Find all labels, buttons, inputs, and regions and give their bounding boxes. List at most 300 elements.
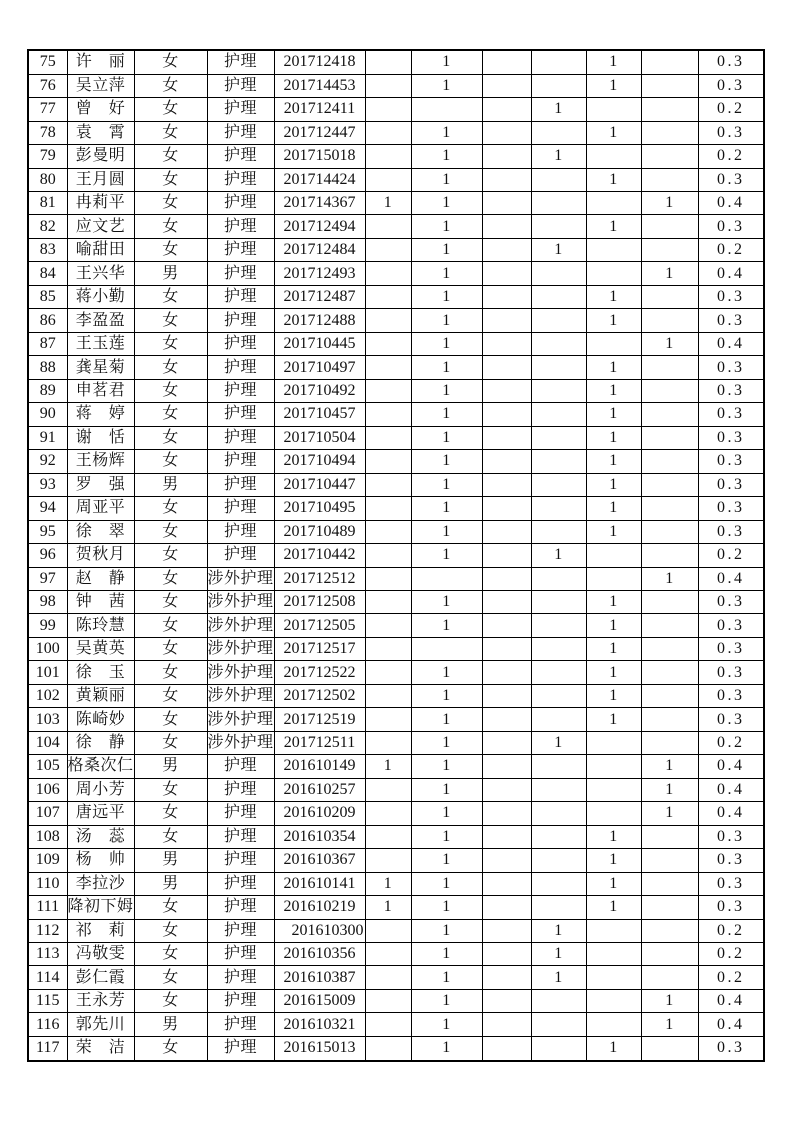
cell-score: 0.4 xyxy=(698,262,764,285)
cell-no: 101 xyxy=(28,661,67,684)
cell-k6 xyxy=(641,684,698,707)
cell-k5 xyxy=(586,802,641,825)
cell-k6 xyxy=(641,497,698,520)
cell-no: 92 xyxy=(28,450,67,473)
cell-sid: 201712502 xyxy=(274,684,365,707)
cell-k1 xyxy=(365,567,411,590)
cell-k1 xyxy=(365,379,411,402)
cell-no: 114 xyxy=(28,966,67,989)
cell-k3 xyxy=(482,567,531,590)
cell-k3 xyxy=(482,520,531,543)
cell-k1 xyxy=(365,1036,411,1061)
cell-gender: 女 xyxy=(134,121,207,144)
table-row xyxy=(28,708,764,731)
cell-score: 0.3 xyxy=(698,1036,764,1061)
cell-k5: 1 xyxy=(586,614,641,637)
cell-gender: 女 xyxy=(134,637,207,660)
cell-k6 xyxy=(641,98,698,121)
cell-k5: 1 xyxy=(586,849,641,872)
cell-k5: 1 xyxy=(586,50,641,74)
cell-name: 徐 玉 xyxy=(67,661,134,684)
cell-name: 彭曼明 xyxy=(67,145,134,168)
cell-k3 xyxy=(482,262,531,285)
table-row xyxy=(28,238,764,261)
cell-no: 77 xyxy=(28,98,67,121)
cell-k3 xyxy=(482,426,531,449)
table-row xyxy=(28,192,764,215)
cell-k3 xyxy=(482,755,531,778)
cell-k5 xyxy=(586,544,641,567)
cell-k6 xyxy=(641,872,698,895)
cell-k5 xyxy=(586,98,641,121)
cell-k1 xyxy=(365,426,411,449)
cell-score: 0.3 xyxy=(698,684,764,707)
cell-name: 蒋 婷 xyxy=(67,403,134,426)
cell-k1 xyxy=(365,238,411,261)
cell-k3 xyxy=(482,309,531,332)
cell-name: 唐远平 xyxy=(67,802,134,825)
cell-name: 赵 静 xyxy=(67,567,134,590)
cell-k4 xyxy=(531,215,586,238)
cell-k6 xyxy=(641,450,698,473)
cell-k6 xyxy=(641,896,698,919)
cell-k2: 1 xyxy=(411,872,482,895)
cell-k4 xyxy=(531,473,586,496)
cell-sid: 201610149 xyxy=(274,755,365,778)
cell-score: 0.3 xyxy=(698,849,764,872)
table-row xyxy=(28,379,764,402)
cell-k1 xyxy=(365,497,411,520)
table-row xyxy=(28,614,764,637)
cell-k4 xyxy=(531,825,586,848)
cell-k2: 1 xyxy=(411,403,482,426)
cell-gender: 女 xyxy=(134,168,207,191)
cell-sid: 201714367 xyxy=(274,192,365,215)
cell-k6: 1 xyxy=(641,262,698,285)
cell-k1 xyxy=(365,356,411,379)
cell-name: 郭先川 xyxy=(67,1013,134,1036)
cell-gender: 女 xyxy=(134,896,207,919)
cell-major: 护理 xyxy=(207,121,274,144)
cell-score: 0.2 xyxy=(698,145,764,168)
cell-k3 xyxy=(482,661,531,684)
cell-score: 0.3 xyxy=(698,74,764,97)
cell-k1 xyxy=(365,731,411,754)
cell-sid: 201712488 xyxy=(274,309,365,332)
cell-name: 降初下姆 xyxy=(67,896,134,919)
cell-gender: 女 xyxy=(134,825,207,848)
cell-k4 xyxy=(531,520,586,543)
cell-k4 xyxy=(531,262,586,285)
cell-sid: 201710489 xyxy=(274,520,365,543)
cell-name: 吴立萍 xyxy=(67,74,134,97)
cell-no: 80 xyxy=(28,168,67,191)
cell-k5: 1 xyxy=(586,520,641,543)
cell-k2: 1 xyxy=(411,426,482,449)
cell-sid: 201610387 xyxy=(274,966,365,989)
cell-name: 钟 茜 xyxy=(67,590,134,613)
cell-score: 0.2 xyxy=(698,943,764,966)
cell-no: 75 xyxy=(28,50,67,74)
cell-no: 95 xyxy=(28,520,67,543)
cell-sid: 201710447 xyxy=(274,473,365,496)
cell-score: 0.3 xyxy=(698,168,764,191)
cell-name: 李盈盈 xyxy=(67,309,134,332)
cell-k1 xyxy=(365,708,411,731)
cell-k1 xyxy=(365,637,411,660)
cell-k5: 1 xyxy=(586,309,641,332)
cell-major: 护理 xyxy=(207,1036,274,1061)
cell-gender: 女 xyxy=(134,309,207,332)
cell-gender: 女 xyxy=(134,567,207,590)
table-row xyxy=(28,896,764,919)
cell-name: 王月圆 xyxy=(67,168,134,191)
cell-score: 0.4 xyxy=(698,989,764,1012)
roster-table-body xyxy=(28,50,764,1061)
cell-gender: 女 xyxy=(134,544,207,567)
cell-k6 xyxy=(641,520,698,543)
cell-k6 xyxy=(641,473,698,496)
cell-major: 涉外护理 xyxy=(207,708,274,731)
cell-k5 xyxy=(586,755,641,778)
cell-k6: 1 xyxy=(641,1013,698,1036)
cell-k4 xyxy=(531,50,586,74)
cell-name: 谢 恬 xyxy=(67,426,134,449)
cell-name: 许 丽 xyxy=(67,50,134,74)
cell-score: 0.4 xyxy=(698,192,764,215)
cell-k4 xyxy=(531,450,586,473)
cell-k6: 1 xyxy=(641,332,698,355)
cell-k4 xyxy=(531,590,586,613)
cell-major: 护理 xyxy=(207,403,274,426)
cell-gender: 女 xyxy=(134,919,207,942)
cell-k6: 1 xyxy=(641,989,698,1012)
cell-k3 xyxy=(482,168,531,191)
cell-k4 xyxy=(531,1013,586,1036)
table-row xyxy=(28,989,764,1012)
cell-k2: 1 xyxy=(411,497,482,520)
cell-k4: 1 xyxy=(531,98,586,121)
cell-k5: 1 xyxy=(586,426,641,449)
cell-k2: 1 xyxy=(411,238,482,261)
cell-gender: 女 xyxy=(134,285,207,308)
cell-k6 xyxy=(641,590,698,613)
cell-major: 护理 xyxy=(207,285,274,308)
cell-sid: 201715018 xyxy=(274,145,365,168)
cell-k5: 1 xyxy=(586,497,641,520)
cell-k1: 1 xyxy=(365,192,411,215)
cell-no: 83 xyxy=(28,238,67,261)
cell-no: 98 xyxy=(28,590,67,613)
cell-sid: 201610209 xyxy=(274,802,365,825)
cell-k2: 1 xyxy=(411,943,482,966)
cell-k5 xyxy=(586,943,641,966)
cell-k1 xyxy=(365,661,411,684)
cell-k5: 1 xyxy=(586,661,641,684)
cell-name: 格桑次仁 xyxy=(67,755,134,778)
cell-sid: 201712522 xyxy=(274,661,365,684)
table-row xyxy=(28,215,764,238)
cell-no: 91 xyxy=(28,426,67,449)
cell-k5 xyxy=(586,778,641,801)
cell-score: 0.3 xyxy=(698,379,764,402)
cell-score: 0.4 xyxy=(698,802,764,825)
cell-k5: 1 xyxy=(586,473,641,496)
cell-score: 0.3 xyxy=(698,285,764,308)
cell-k2: 1 xyxy=(411,1013,482,1036)
cell-k3 xyxy=(482,802,531,825)
cell-k6: 1 xyxy=(641,778,698,801)
cell-major: 护理 xyxy=(207,802,274,825)
cell-name: 王玉莲 xyxy=(67,332,134,355)
cell-k2: 1 xyxy=(411,614,482,637)
cell-no: 79 xyxy=(28,145,67,168)
cell-score: 0.3 xyxy=(698,590,764,613)
cell-k1 xyxy=(365,168,411,191)
cell-name: 袁 霄 xyxy=(67,121,134,144)
cell-name: 喻甜田 xyxy=(67,238,134,261)
cell-major: 护理 xyxy=(207,450,274,473)
table-row xyxy=(28,168,764,191)
cell-major: 护理 xyxy=(207,778,274,801)
cell-major: 护理 xyxy=(207,497,274,520)
cell-k6 xyxy=(641,121,698,144)
cell-gender: 女 xyxy=(134,403,207,426)
cell-k6 xyxy=(641,356,698,379)
cell-no: 117 xyxy=(28,1036,67,1061)
cell-k4 xyxy=(531,74,586,97)
cell-gender: 男 xyxy=(134,755,207,778)
cell-k1 xyxy=(365,74,411,97)
cell-k5 xyxy=(586,238,641,261)
cell-gender: 女 xyxy=(134,74,207,97)
cell-k2: 1 xyxy=(411,802,482,825)
cell-major: 护理 xyxy=(207,379,274,402)
cell-gender: 女 xyxy=(134,731,207,754)
cell-no: 104 xyxy=(28,731,67,754)
cell-gender: 女 xyxy=(134,614,207,637)
cell-major: 护理 xyxy=(207,896,274,919)
cell-name: 彭仁霞 xyxy=(67,966,134,989)
cell-k4: 1 xyxy=(531,919,586,942)
cell-k4 xyxy=(531,872,586,895)
cell-k6 xyxy=(641,168,698,191)
cell-major: 护理 xyxy=(207,192,274,215)
cell-major: 护理 xyxy=(207,426,274,449)
cell-k1 xyxy=(365,332,411,355)
cell-k3 xyxy=(482,98,531,121)
cell-no: 78 xyxy=(28,121,67,144)
cell-k4 xyxy=(531,802,586,825)
cell-name: 冯敬雯 xyxy=(67,943,134,966)
cell-k1: 1 xyxy=(365,872,411,895)
student-roster-table xyxy=(27,49,765,1062)
cell-k4 xyxy=(531,168,586,191)
cell-gender: 女 xyxy=(134,1036,207,1061)
cell-k6 xyxy=(641,379,698,402)
cell-gender: 女 xyxy=(134,192,207,215)
cell-k3 xyxy=(482,684,531,707)
cell-k2: 1 xyxy=(411,661,482,684)
table-row xyxy=(28,943,764,966)
cell-k2: 1 xyxy=(411,849,482,872)
table-row xyxy=(28,684,764,707)
table-row xyxy=(28,121,764,144)
cell-name: 贺秋月 xyxy=(67,544,134,567)
cell-sid: 201710442 xyxy=(274,544,365,567)
table-row xyxy=(28,919,764,942)
cell-k2: 1 xyxy=(411,755,482,778)
cell-k5: 1 xyxy=(586,121,641,144)
table-row xyxy=(28,544,764,567)
cell-sid: 201712494 xyxy=(274,215,365,238)
table-row xyxy=(28,309,764,332)
cell-score: 0.3 xyxy=(698,896,764,919)
cell-sid: 201710457 xyxy=(274,403,365,426)
cell-k5: 1 xyxy=(586,168,641,191)
cell-k1 xyxy=(365,121,411,144)
cell-score: 0.4 xyxy=(698,778,764,801)
cell-sid: 201615013 xyxy=(274,1036,365,1061)
cell-no: 105 xyxy=(28,755,67,778)
table-row xyxy=(28,731,764,754)
cell-k3 xyxy=(482,145,531,168)
cell-gender: 女 xyxy=(134,215,207,238)
cell-no: 112 xyxy=(28,919,67,942)
cell-k5: 1 xyxy=(586,684,641,707)
cell-gender: 女 xyxy=(134,520,207,543)
cell-name: 徐 静 xyxy=(67,731,134,754)
cell-k1 xyxy=(365,215,411,238)
cell-major: 护理 xyxy=(207,473,274,496)
cell-k1 xyxy=(365,802,411,825)
cell-name: 黄颖丽 xyxy=(67,684,134,707)
table-row xyxy=(28,285,764,308)
cell-k2 xyxy=(411,567,482,590)
cell-gender: 女 xyxy=(134,145,207,168)
cell-major: 护理 xyxy=(207,262,274,285)
cell-k1 xyxy=(365,943,411,966)
cell-k4 xyxy=(531,567,586,590)
cell-k6 xyxy=(641,50,698,74)
table-row xyxy=(28,332,764,355)
cell-k3 xyxy=(482,590,531,613)
cell-gender: 女 xyxy=(134,379,207,402)
cell-k5 xyxy=(586,567,641,590)
cell-k3 xyxy=(482,497,531,520)
cell-score: 0.3 xyxy=(698,309,764,332)
cell-k4: 1 xyxy=(531,238,586,261)
cell-no: 102 xyxy=(28,684,67,707)
cell-gender: 女 xyxy=(134,50,207,74)
cell-major: 护理 xyxy=(207,966,274,989)
cell-k2: 1 xyxy=(411,919,482,942)
cell-k4 xyxy=(531,192,586,215)
cell-k1 xyxy=(365,473,411,496)
cell-major: 护理 xyxy=(207,74,274,97)
cell-k4 xyxy=(531,285,586,308)
cell-name: 申茗君 xyxy=(67,379,134,402)
cell-gender: 男 xyxy=(134,849,207,872)
cell-sid: 201712511 xyxy=(274,731,365,754)
cell-name: 周小芳 xyxy=(67,778,134,801)
cell-no: 99 xyxy=(28,614,67,637)
cell-no: 90 xyxy=(28,403,67,426)
cell-sid: 201714424 xyxy=(274,168,365,191)
cell-k3 xyxy=(482,778,531,801)
table-row xyxy=(28,872,764,895)
cell-no: 76 xyxy=(28,74,67,97)
cell-no: 100 xyxy=(28,637,67,660)
cell-k3 xyxy=(482,849,531,872)
cell-k6 xyxy=(641,309,698,332)
cell-k1 xyxy=(365,966,411,989)
cell-major: 护理 xyxy=(207,520,274,543)
cell-k5 xyxy=(586,262,641,285)
cell-major: 护理 xyxy=(207,168,274,191)
cell-sid: 201712512 xyxy=(274,567,365,590)
cell-k5: 1 xyxy=(586,708,641,731)
cell-score: 0.3 xyxy=(698,50,764,74)
cell-no: 111 xyxy=(28,896,67,919)
cell-name: 曾 好 xyxy=(67,98,134,121)
cell-k5: 1 xyxy=(586,590,641,613)
cell-k2: 1 xyxy=(411,520,482,543)
table-row xyxy=(28,262,764,285)
cell-name: 王杨辉 xyxy=(67,450,134,473)
cell-name: 陈玲慧 xyxy=(67,614,134,637)
table-row xyxy=(28,520,764,543)
cell-name: 李拉沙 xyxy=(67,872,134,895)
cell-name: 应文艺 xyxy=(67,215,134,238)
cell-no: 82 xyxy=(28,215,67,238)
cell-k5 xyxy=(586,1013,641,1036)
cell-no: 108 xyxy=(28,825,67,848)
cell-major: 护理 xyxy=(207,145,274,168)
table-row xyxy=(28,1013,764,1036)
cell-k6 xyxy=(641,825,698,848)
cell-k3 xyxy=(482,872,531,895)
cell-gender: 女 xyxy=(134,426,207,449)
cell-k3 xyxy=(482,74,531,97)
cell-k6 xyxy=(641,1036,698,1061)
cell-major: 护理 xyxy=(207,849,274,872)
cell-sid: 201712487 xyxy=(274,285,365,308)
cell-k2: 1 xyxy=(411,450,482,473)
table-row xyxy=(28,356,764,379)
cell-k3 xyxy=(482,403,531,426)
cell-k3 xyxy=(482,943,531,966)
cell-k3 xyxy=(482,637,531,660)
cell-k2: 1 xyxy=(411,731,482,754)
cell-no: 116 xyxy=(28,1013,67,1036)
cell-k3 xyxy=(482,919,531,942)
cell-k3 xyxy=(482,825,531,848)
cell-k1 xyxy=(365,1013,411,1036)
cell-k6 xyxy=(641,238,698,261)
cell-k6 xyxy=(641,708,698,731)
cell-k4: 1 xyxy=(531,731,586,754)
cell-k3 xyxy=(482,544,531,567)
cell-sid: 201714453 xyxy=(274,74,365,97)
cell-gender: 男 xyxy=(134,262,207,285)
cell-k2: 1 xyxy=(411,778,482,801)
cell-k2: 1 xyxy=(411,989,482,1012)
cell-gender: 女 xyxy=(134,989,207,1012)
cell-no: 103 xyxy=(28,708,67,731)
cell-k2: 1 xyxy=(411,309,482,332)
table-row xyxy=(28,755,764,778)
